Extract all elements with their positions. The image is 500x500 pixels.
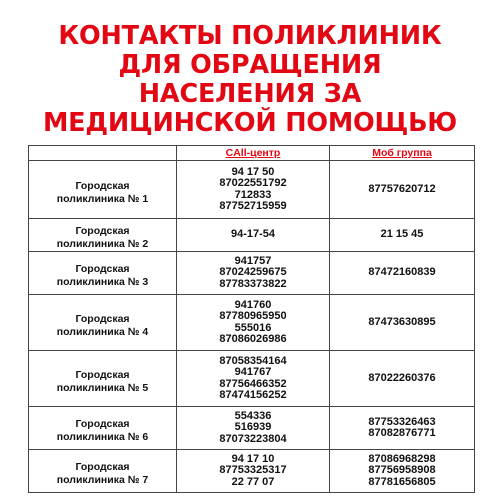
header-name bbox=[29, 146, 177, 161]
title-line: ДЛЯ ОБРАЩЕНИЯ bbox=[118, 50, 382, 80]
clinic-name-cell bbox=[29, 161, 177, 219]
call-center-cell bbox=[177, 161, 330, 219]
call-center-phone: 87756466352 bbox=[219, 377, 287, 390]
clinic-name-cell bbox=[29, 351, 177, 407]
call-center-phone: 87024259675 bbox=[219, 266, 287, 279]
call-center-phone: 712833 bbox=[234, 188, 272, 201]
clinic-name-cell bbox=[29, 295, 177, 351]
mobile-group-phone: 87781656805 bbox=[368, 475, 436, 488]
mobile-group-cell bbox=[330, 161, 475, 219]
mobile-group-cell bbox=[330, 407, 475, 450]
call-center-phone: 22 77 07 bbox=[231, 475, 275, 488]
mobile-group-phone: 87086968298 bbox=[368, 452, 436, 465]
call-center-cell bbox=[177, 219, 330, 252]
call-center-phone: 94 17 10 bbox=[231, 452, 275, 465]
clinic-name-cell bbox=[29, 252, 177, 295]
call-center-cell bbox=[177, 295, 330, 351]
table-body bbox=[29, 161, 475, 493]
clinic-name: Городская bbox=[75, 368, 130, 381]
mobile-group-cell bbox=[330, 219, 475, 252]
clinic-name: поликлиника № 6 bbox=[56, 431, 149, 443]
mobile-group-phone: 87753326463 bbox=[368, 415, 436, 428]
call-center-cell bbox=[177, 252, 330, 295]
call-center-cell bbox=[177, 407, 330, 450]
table-row bbox=[29, 161, 475, 219]
call-center-phone: 87752715959 bbox=[219, 200, 287, 212]
clinic-name: поликлиника № 7 bbox=[56, 474, 149, 486]
table-header-row bbox=[29, 146, 475, 161]
title-line: МЕДИЦИНСКОЙ ПОМОЩЬЮ bbox=[42, 108, 458, 138]
clinic-name: поликлиника № 1 bbox=[56, 192, 149, 205]
clinic-name: Городская bbox=[75, 312, 130, 325]
mobile-group-phone: 87472160839 bbox=[368, 266, 436, 279]
mobile-group-phone: 21 15 45 bbox=[380, 228, 424, 241]
contacts-table bbox=[28, 145, 475, 493]
table-row bbox=[29, 450, 475, 493]
table-row bbox=[29, 351, 475, 407]
call-center-phone: 87022551792 bbox=[219, 177, 287, 189]
clinic-name-cell bbox=[29, 450, 177, 493]
mobile-group-cell bbox=[330, 351, 475, 407]
clinic-name: поликлиника № 3 bbox=[56, 276, 149, 288]
clinic-name-cell bbox=[29, 219, 177, 252]
call-center-phone: 94-17-54 bbox=[230, 228, 276, 241]
mobile-group-cell bbox=[330, 450, 475, 493]
header-call-center: CAll-центр bbox=[177, 146, 330, 161]
call-center-phone: 941757 bbox=[234, 254, 272, 267]
call-center-phone: 94 17 50 bbox=[231, 165, 275, 178]
header-mobile-group: Моб группа bbox=[330, 146, 475, 161]
title-line: НАСЕЛЕНИЯ ЗА bbox=[138, 79, 362, 109]
call-center-phone: 87783373822 bbox=[219, 277, 287, 290]
call-center-phone: 87780965950 bbox=[219, 310, 287, 322]
mobile-group-cell bbox=[330, 252, 475, 295]
call-center-phone: 555016 bbox=[234, 321, 272, 334]
clinic-name: Городская bbox=[75, 179, 130, 192]
call-center-phone: 941760 bbox=[234, 298, 272, 311]
call-center-phone: 941767 bbox=[234, 366, 272, 378]
clinic-name-cell bbox=[29, 407, 177, 450]
call-center-phone: 87753325317 bbox=[219, 464, 287, 477]
title-line: КОНТАКТЫ ПОЛИКЛИНИК bbox=[58, 21, 442, 51]
clinic-name: Городская bbox=[75, 418, 130, 430]
table-row bbox=[29, 407, 475, 450]
mobile-group-phone: 87756958908 bbox=[368, 464, 436, 477]
call-center-phone: 87058354164 bbox=[219, 354, 287, 367]
call-center-phone: 87073223804 bbox=[219, 432, 287, 445]
clinic-name: Городская bbox=[75, 225, 130, 237]
table-row bbox=[29, 295, 475, 351]
call-center-phone: 87086026986 bbox=[219, 333, 287, 345]
mobile-group-cell bbox=[330, 295, 475, 351]
mobile-group-phone: 87473630895 bbox=[368, 315, 436, 328]
mobile-group-phone: 87082876771 bbox=[368, 427, 436, 439]
mobile-group-phone: 87022260376 bbox=[368, 371, 436, 384]
call-center-phone: 87474156252 bbox=[219, 389, 287, 401]
call-center-cell bbox=[177, 450, 330, 493]
page-title bbox=[0, 22, 500, 138]
call-center-phone: 554336 bbox=[234, 409, 272, 422]
table-row bbox=[29, 219, 475, 252]
clinic-name: Городская bbox=[75, 461, 130, 473]
clinic-name: поликлиника № 5 bbox=[56, 381, 149, 394]
mobile-group-phone: 87757620712 bbox=[368, 182, 436, 195]
table-row bbox=[29, 252, 475, 295]
clinic-name: Городская bbox=[75, 263, 130, 275]
clinic-name: поликлиника № 2 bbox=[56, 238, 149, 250]
clinic-name: поликлиника № 4 bbox=[56, 325, 149, 338]
call-center-cell bbox=[177, 351, 330, 407]
call-center-phone: 516939 bbox=[234, 421, 272, 434]
